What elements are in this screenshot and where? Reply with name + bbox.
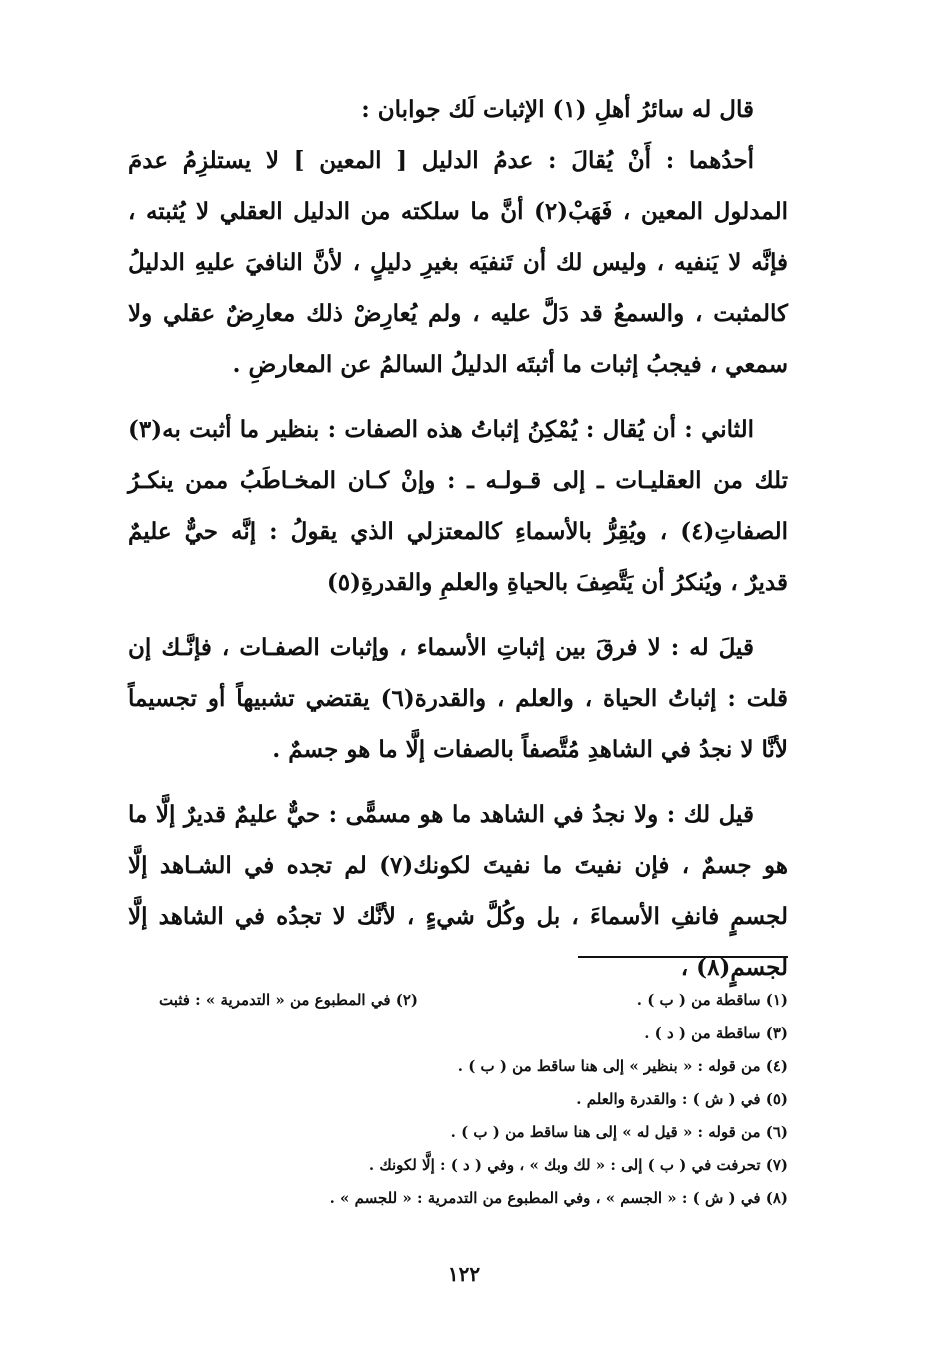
- footnote-4: (٤) من قوله : « بنظير » إلى هنا ساقط من ( ب ) .: [457, 1057, 788, 1075]
- footnote-1: (١) ساقطة من ( ب ) .: [636, 991, 788, 1009]
- footnote-row: [128, 1182, 788, 1215]
- main-text: [128, 84, 788, 993]
- footnote-7: (٧) تحرفت في ( ب ) إلى : « لك وبك » ، وفي ( د ) : إلَّا لكونك .: [368, 1156, 788, 1174]
- footnote-8: (٨) في ( ش ) : « الجسم » ، وفي المطبوع من التدمرية : « للجسم » .: [329, 1189, 788, 1207]
- footnote-separator: [578, 956, 788, 958]
- paragraph-2: أحدُهما : أَنْ يُقالَ : عدمُ الدليل [ المعين ] لا يستلزِمُ عدمَ المدلول المعين ، فَهَبْ(٢) أنَّ ما سلكته من الدليل العقلي لا يُثبته ، فإنَّه لا يَنفيه ، وليس لك أن تَنفيَه بغيرِ دليلٍ ، لأنَّ النافيَ عليهِ الدليلُ كالمثبت ، والسمعُ قد دَلَّ عليه ، ولم يُعارِضْ ذلك معارِضٌ عقلي ولا سمعي ، فيجبُ إثبات ما أثبتَه الدليلُ السالمُ عن المعارضِ .: [128, 147, 788, 378]
- footnote-5: (٥) في ( ش ) : والقدرة والعلم .: [576, 1090, 788, 1108]
- footnotes: [128, 984, 788, 1215]
- footnote-row: [128, 1116, 788, 1149]
- footnote-row: [128, 1149, 788, 1182]
- footnote-row: [128, 1017, 788, 1050]
- footnote-row: [128, 1083, 788, 1116]
- footnote-6: (٦) من قوله : « قيل له » إلى هنا ساقط من ( ب ) .: [450, 1123, 788, 1141]
- paragraph-1: قال له سائرُ أهلِ (١) الإثبات لَك جوابان :: [361, 96, 754, 123]
- paragraph-5: قيل لك : ولا نجدُ في الشاهد ما هو مسمًّى : حيٌّ عليمٌ قديرٌ إلَّا ما هو جسمٌ ، فإن نفيتَ ما نفيتَ لكونك(٧) لم تجده في الشـاهد إلَّا لجسمٍ فانفِ الأسماءَ ، بل وكُلَّ شيءٍ ، لأنَّك لا تجدُه في الشاهد إلَّا لجسمٍ(٨) ،: [128, 801, 788, 981]
- footnote-3: (٣) ساقطة من ( د ) .: [644, 1024, 788, 1042]
- footnote-row: [128, 984, 788, 1017]
- paragraph-3: الثاني : أن يُقال : يُمْكِنُ إثباتُ هذه الصفات : بنظير ما أثبت به(٣) تلك من العقليـات ـ إلى قـولـه ـ : وإنْ كـان المخـاطَبُ ممن ينكـرُ الصفاتِ(٤) ، ويُقِرُّ بالأسماءِ كالمعتزلي الذي يقولُ : إنَّه حيٌّ عليمٌ قديرٌ ، ويُنكرُ أن يَتَّصِفَ بالحياةِ والعلمِ والقدرةِ(٥): [128, 416, 788, 596]
- footnote-row: [128, 1050, 788, 1083]
- page-number: ١٢٢: [447, 1262, 481, 1286]
- footnote-2: (٢) في المطبوع من « التدمرية » : فثبت: [158, 991, 418, 1009]
- paragraph-4: قيلَ له : لا فرقَ بين إثباتِ الأسماء ، وإثبات الصفـات ، فإنَّـك إن قلت : إثباتُ الحياة ، والعلم ، والقدرة(٦) يقتضي تشبيهاً أو تجسيماً لأنَّا لا نجدُ في الشاهدِ مُتَّصفاً بالصفات إلَّا ما هو جسمٌ .: [128, 634, 789, 763]
